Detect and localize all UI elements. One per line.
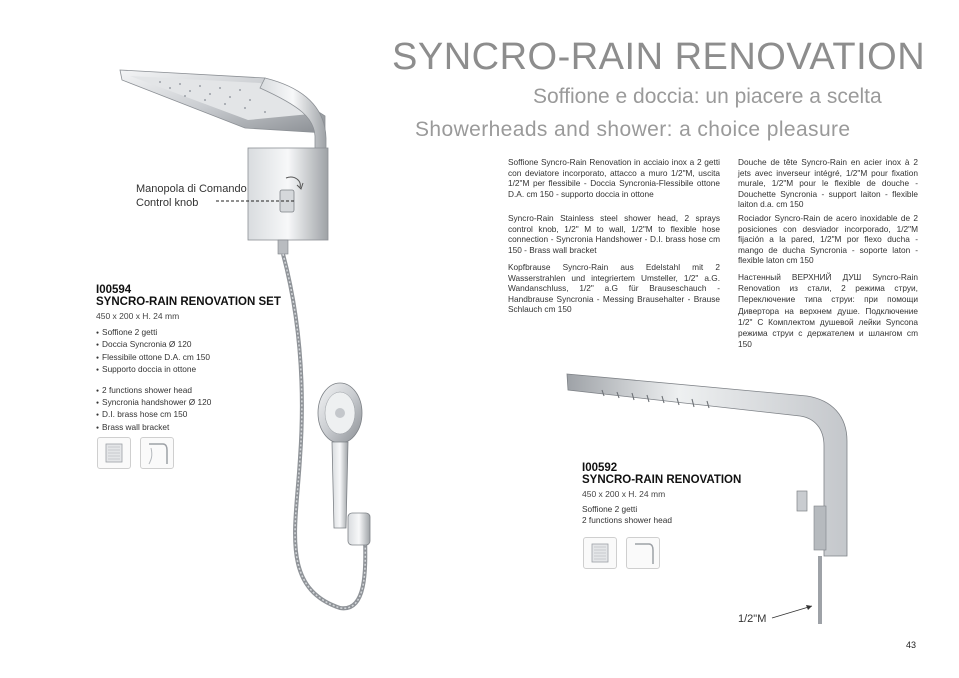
page-title: SYNCRO-RAIN RENOVATION [392, 36, 926, 78]
description-italian: Soffione Syncro-Rain Renovation in acciaio inox a 2 getti con deviatore incorporato, attacco a muro 1/2"M, uscita 1/2"M per flessibile - Doccia Syncronia-Flessibile ottone D.A. cm 150 - supporto doccia in ottone [508, 157, 720, 199]
feature-list-italian [96, 327, 281, 377]
subtitle-italian: Soffione e doccia: un piacere a scelta [533, 85, 882, 108]
description-french: Douche de tête Syncro-Rain en acier inox à 2 jets avec inverseur intégré, 1/2"M pour fixation murale, 1/2"M pour le flexible de douche - Douchette Syncronia - support laiton - flexible laiton d.a. cm 150 [738, 157, 918, 210]
product-set-block [96, 284, 281, 434]
product-code: I00592 [582, 462, 618, 474]
outlet-arrow-icon [770, 600, 818, 622]
shower-head-thumbnail-icon [97, 437, 131, 469]
product-code: I00594 [96, 284, 132, 296]
list-item: ● Soffione 2 getti [96, 327, 281, 339]
list-item: ● 2 functions shower head [96, 385, 281, 397]
callout-leader-line [216, 198, 296, 204]
control-knob-callout [136, 182, 247, 210]
control-knob-label-it: Manopola di Comando [136, 183, 247, 195]
list-item: ● Supporto doccia in ottone [96, 364, 281, 376]
product-single-block [582, 462, 741, 525]
list-item: ● Doccia Syncronia Ø 120 [96, 339, 281, 351]
hose-thumbnail-icon [140, 437, 174, 469]
product-dimensions: 450 x 200 x H. 24 mm [582, 489, 666, 499]
page-number: 43 [906, 640, 917, 650]
list-item: ● Brass wall bracket [96, 422, 281, 434]
description-spanish: Rociador Syncro-Rain de acero inoxidable de 2 posiciones con desviador incorporado, 1/2"M fijación a la pared, 1/2"M por flexo ducha - mango de ducha Syncronia - soporte laton - flexible laton cm 150 [738, 213, 918, 266]
hose-thumbnail-icon [626, 537, 660, 569]
description-russian: Настенный ВЕРХНИЙ ДУШ Syncro-Rain Renovation из стали, 2 режима струи, Переключение типа струи: при помощи Дивертора на верхнем душе. Подключение 1/2" С Комплектом душевой лейки Syncona режима струи с держателем и шлангом cm 150 [738, 272, 918, 350]
feature-italian: Soffione 2 getti [582, 504, 638, 514]
product-name: SYNCRO-RAIN RENOVATION [582, 474, 742, 486]
feature-list-english [96, 385, 281, 435]
description-english: Syncro-Rain Stainless steel shower head, 2 sprays control knob, 1/2" M to wall, 1/2"M to flexible hose connection - Syncronia Handshower - D.I. brass hose cm 150 - Brass wall bracket [508, 213, 720, 255]
subtitle-english: Showerheads and shower: a choice pleasure [415, 118, 851, 141]
shower-head-thumbnail-icon [583, 537, 617, 569]
control-knob-label-en: Control knob [136, 197, 199, 209]
feature-english: 2 functions shower head [582, 514, 672, 525]
outlet-callout: 1/2"M [738, 613, 767, 625]
list-item: ● D.I. brass hose cm 150 [96, 409, 281, 421]
list-item: ● Flessibile ottone D.A. cm 150 [96, 352, 281, 364]
description-german: Kopfbrause Syncro-Rain aus Edelstahl mit 2 Wasserstrahlen und integriertem Umsteller, 1/2" a.G. Wandanschluss, 1/2" a.G für Brauseschauch - Handbrause Syncronia - Messing Brausehalter - Brause Schlauch cm 150 [508, 262, 720, 315]
product-dimensions: 450 x 200 x H. 24 mm [96, 311, 180, 321]
list-item: ● Syncronia handshower Ø 120 [96, 397, 281, 409]
product-name: SYNCRO-RAIN RENOVATION SET [96, 296, 281, 308]
